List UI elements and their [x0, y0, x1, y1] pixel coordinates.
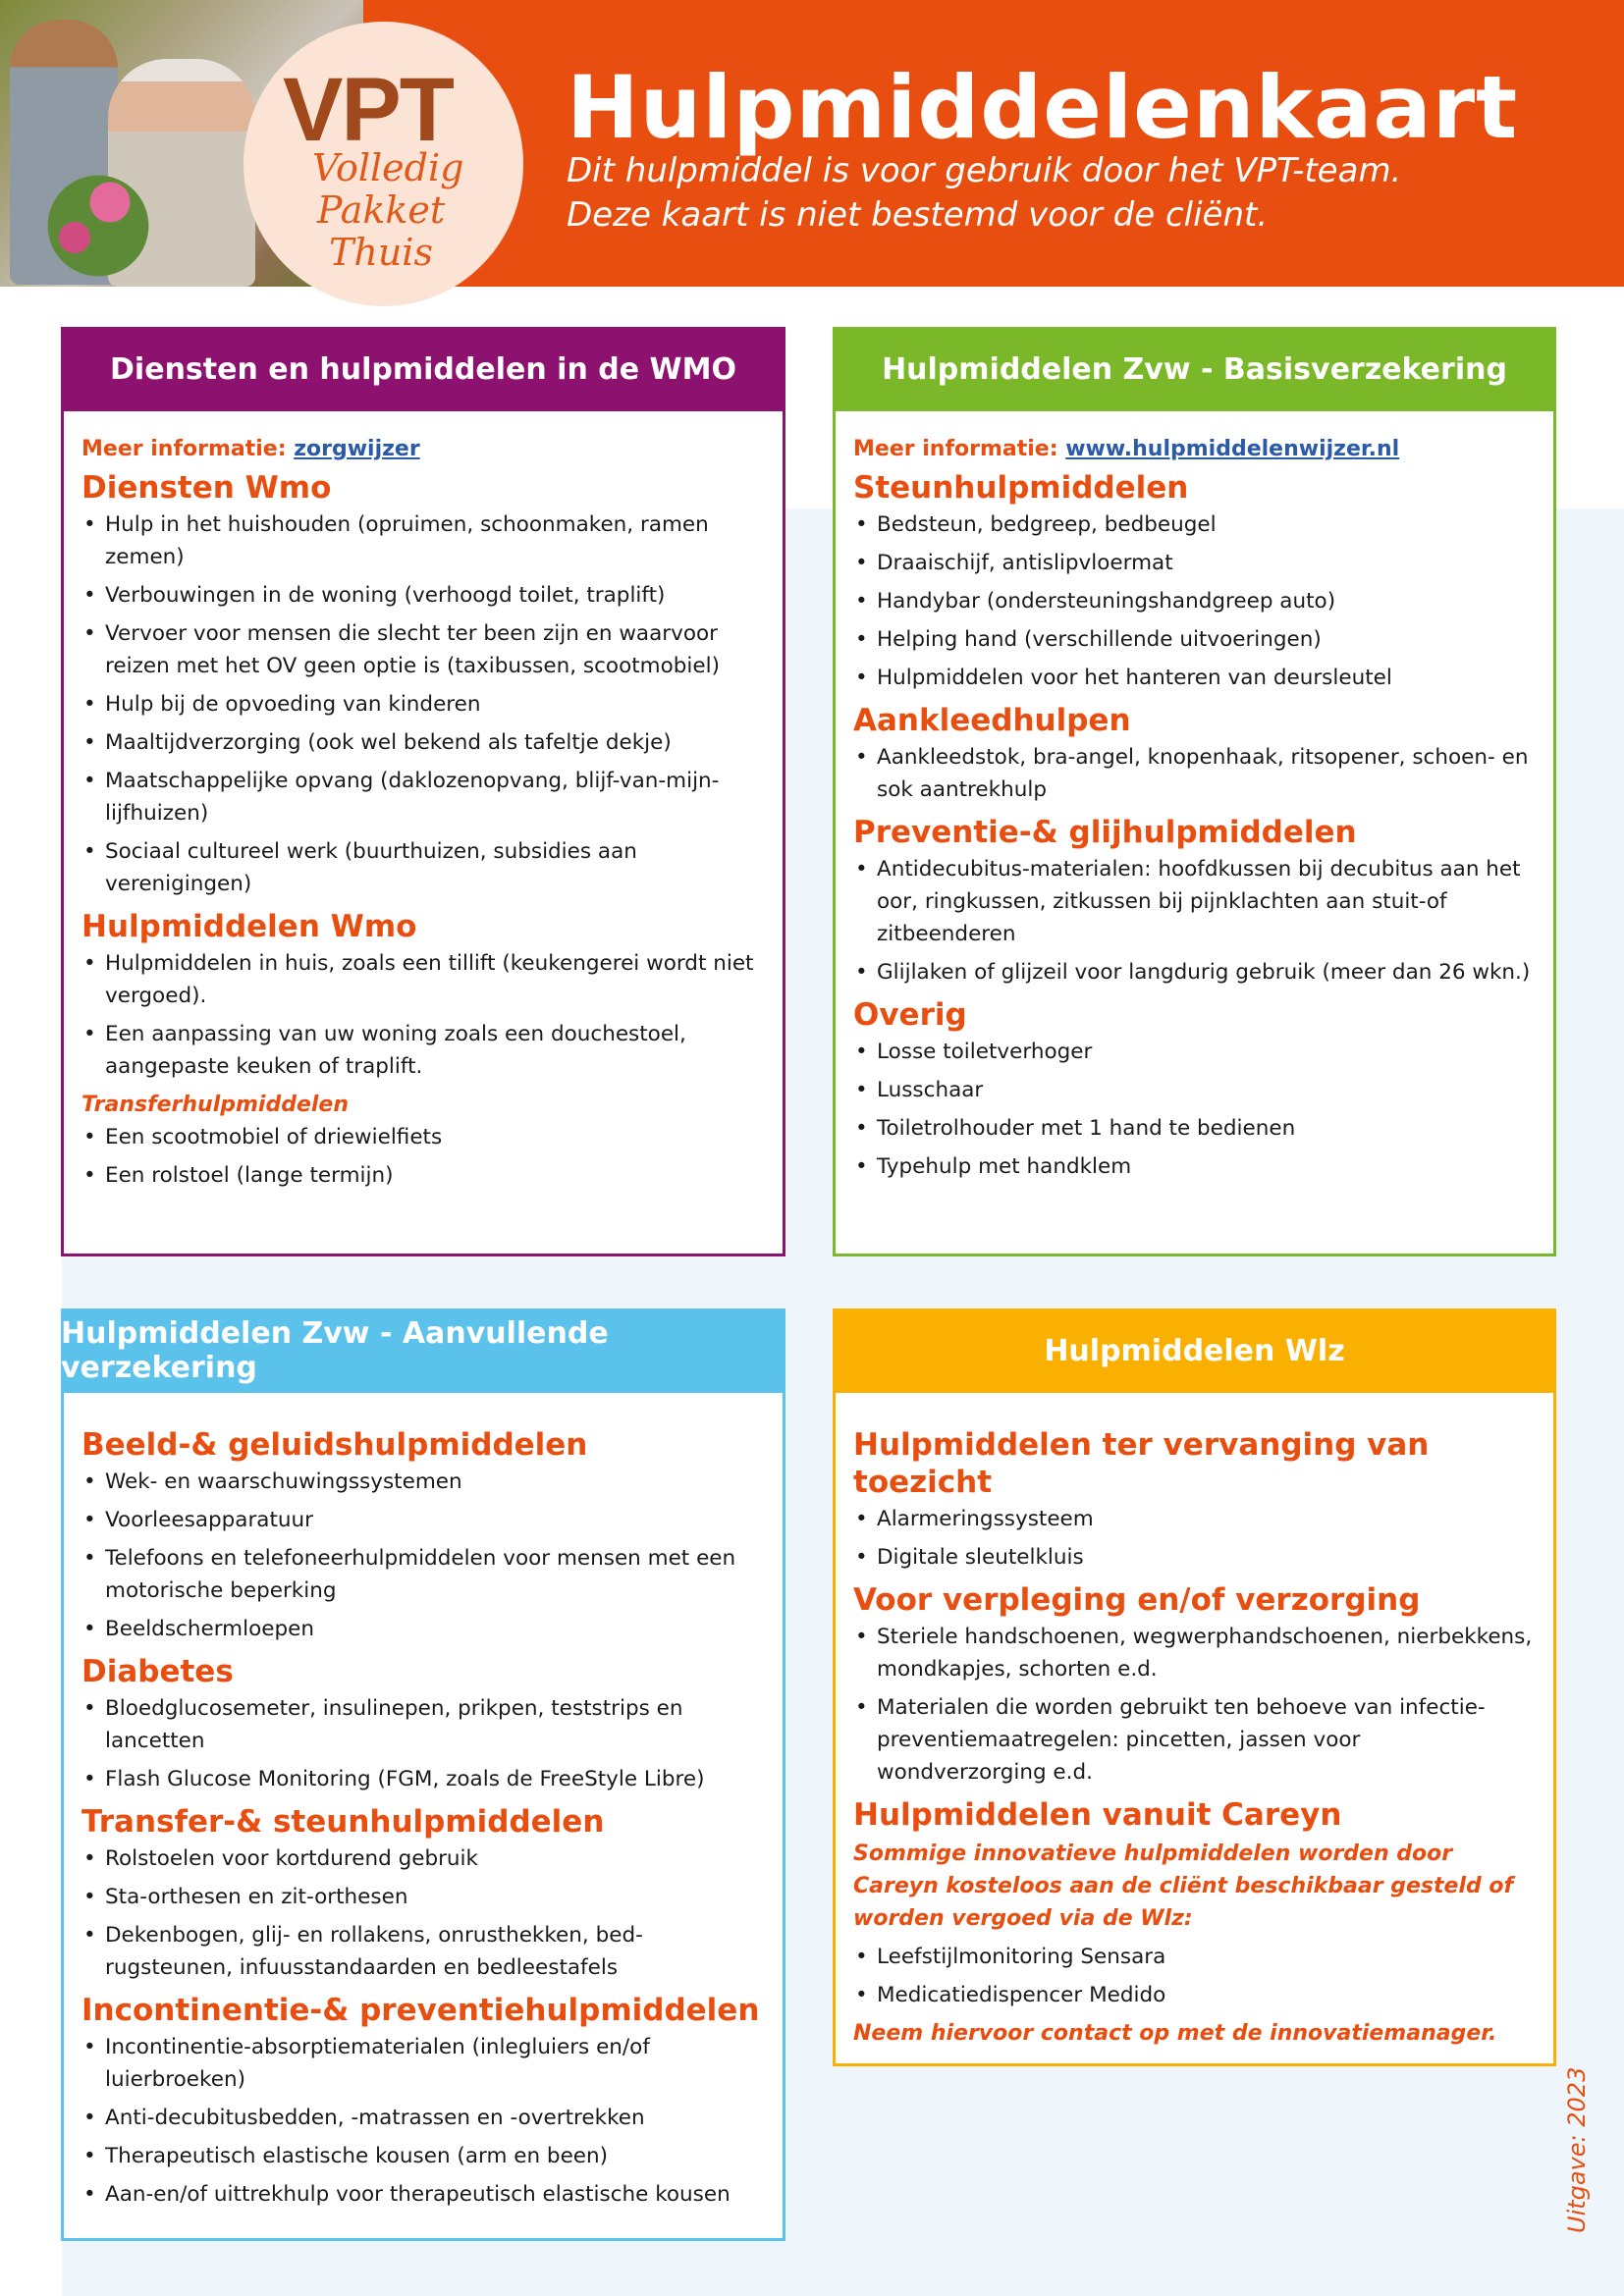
more-info	[81, 437, 765, 461]
note-text: Sommige innovatieve hulpmiddelen worden door Careyn kosteloos aan de cliënt beschikbaar gesteld of worden vergoed via de Wlz:	[853, 1842, 1514, 1931]
list-item: • Incontinentie-absorptiematerialen (inlegluiers en/of luierbroeken)	[81, 2031, 765, 2096]
section-heading: Beeld-& geluidshulpmiddelen	[81, 1427, 588, 1463]
list-item: • Beeldschermloepen	[81, 1613, 765, 1645]
logo-tagline	[312, 146, 464, 274]
subtitle-line: Dit hulpmiddel is voor gebruik door het VPT-team.	[567, 151, 1402, 190]
box-body	[836, 411, 1553, 1183]
bullet-list	[81, 1121, 765, 1192]
list-item: • Verbouwingen in de woning (verhoogd toilet, traplift)	[81, 579, 765, 612]
list-item: • Sociaal cultureel werk (buurthuizen, subsidies aan verenigingen)	[81, 835, 765, 900]
list-item: • Maatschappelijke opvang (daklozenopvang, blijf-van-mijn-lijfhuizen)	[81, 765, 765, 829]
bullet-list	[853, 1941, 1536, 2011]
list-item: • Materialen die worden gebruikt ten behoeve van infectie-preventiemaatregelen: pincetten, jassen voor wondverzorging e.d.	[853, 1691, 1536, 1789]
wmo-box	[61, 327, 785, 1256]
list-item: • Leefstijlmonitoring Sensara	[853, 1941, 1536, 1973]
subtitle-line: Deze kaart is niet bestemd voor de cliënt.	[567, 195, 1269, 235]
list-item: • Hulpmiddelen in huis, zoals een tillift (keukengerei wordt niet vergoed).	[81, 947, 765, 1012]
logo-tagline-line: Pakket	[316, 188, 446, 232]
section-heading: Hulpmiddelen ter vervanging van toezicht	[853, 1427, 1430, 1500]
list-item: • Dekenbogen, glij- en rollakens, onrusthekken, bed-rugsteunen, infuusstandaarden en bedleestafels	[81, 1919, 765, 1984]
section-heading: Hulpmiddelen vanuit Careyn	[853, 1797, 1342, 1833]
section-subheading: Transferhulpmiddelen	[81, 1093, 350, 1117]
list-item: • Antidecubitus-materialen: hoofdkussen bij decubitus aan het oor, ringkussen, zitkussen bij pijnklachten aan stuit-of zitbeenderen	[853, 853, 1536, 950]
list-item: • Hulp bij de opvoeding van kinderen	[81, 688, 765, 721]
box-body	[64, 411, 783, 1192]
bullet-list	[81, 1466, 765, 1645]
box-header: Hulpmiddelen Wlz	[833, 1308, 1556, 1393]
list-item: • Helping hand (verschillende uitvoeringen)	[853, 623, 1536, 656]
vpt-logo	[244, 22, 523, 306]
list-item: • Aan-en/of uittrekhulp voor therapeutisch elastische kousen	[81, 2178, 765, 2211]
section-heading: Voor verpleging en/of verzorging	[853, 1582, 1421, 1618]
list-item: • Hulp in het huishouden (opruimen, schoonmaken, ramen zemen)	[81, 508, 765, 573]
list-item: • Maaltijdverzorging (ook wel bekend als tafeltje dekje)	[81, 726, 765, 759]
box-header: Diensten en hulpmiddelen in de WMO	[61, 327, 785, 411]
list-item: • Bloedglucosemeter, insulinepen, prikpen, teststrips en lancetten	[81, 1692, 765, 1757]
list-item: • Lusschaar	[853, 1074, 1536, 1106]
list-item: • Glijlaken of glijzeil voor langdurig gebruik (meer dan 26 wkn.)	[853, 956, 1536, 988]
list-item: • Toiletrolhouder met 1 hand te bedienen	[853, 1112, 1536, 1145]
list-item: • Hulpmiddelen voor het hanteren van deursleutel	[853, 662, 1536, 694]
list-item: • Typehulp met handklem	[853, 1150, 1536, 1183]
more-info-label: Meer informatie:	[853, 437, 1058, 461]
edition-label: Uitgave: 2023	[1563, 2066, 1591, 2233]
box-header: Hulpmiddelen Zvw - Basisverzekering	[833, 327, 1556, 411]
logo-tagline-line: Volledig	[312, 146, 464, 189]
bullet-list	[853, 853, 1536, 988]
list-item: • Bedsteun, bedgreep, bedbeugel	[853, 508, 1536, 541]
section-heading: Preventie-& glijhulpmiddelen	[853, 815, 1357, 850]
section-heading: Diensten Wmo	[81, 470, 332, 506]
roses	[39, 167, 157, 285]
list-item: • Een aanpassing van uw woning zoals een douchestoel, aangepaste keuken of traplift.	[81, 1018, 765, 1083]
bullet-list	[853, 508, 1536, 694]
more-info-link[interactable]: zorgwijzer	[294, 437, 420, 461]
section-heading: Overig	[853, 997, 967, 1033]
list-item: • Een rolstoel (lange termijn)	[81, 1159, 765, 1192]
header-banner	[0, 0, 1624, 287]
page-title: Hulpmiddelenkaart	[567, 57, 1519, 158]
bullet-list	[853, 1036, 1536, 1183]
bullet-list	[853, 1503, 1536, 1574]
list-item: • Therapeutisch elastische kousen (arm en been)	[81, 2140, 765, 2172]
bullet-list	[81, 1692, 765, 1795]
list-item: • Handybar (ondersteuningshandgreep auto)	[853, 585, 1536, 617]
more-info-label: Meer informatie:	[81, 437, 287, 461]
list-item: • Losse toiletverhoger	[853, 1036, 1536, 1068]
wlz-box	[833, 1308, 1556, 2066]
section-heading: Transfer-& steunhulpmiddelen	[81, 1804, 605, 1840]
box-body	[836, 1393, 1553, 2050]
list-item: • Steriele handschoenen, wegwerphandschoenen, nierbekkens, mondkapjes, schorten e.d.	[853, 1621, 1536, 1685]
bullet-list	[81, 2031, 765, 2211]
box-header: Hulpmiddelen Zvw - Aanvullende verzekering	[61, 1308, 785, 1393]
bullet-list	[81, 508, 765, 900]
bullet-list	[81, 1842, 765, 1984]
list-item: • Een scootmobiel of driewielfiets	[81, 1121, 765, 1153]
bullet-list	[853, 741, 1536, 806]
more-info	[853, 437, 1536, 461]
bullet-list	[853, 1621, 1536, 1789]
list-item: • Aankleedstok, bra-angel, knopenhaak, ritsopener, schoen- en sok aantrekhulp	[853, 741, 1536, 806]
note-text: Neem hiervoor contact op met de innovatiemanager.	[853, 2021, 1497, 2046]
box-body	[64, 1393, 783, 2211]
more-info-link[interactable]: www.hulpmiddelenwijzer.nl	[1065, 437, 1400, 461]
list-item: • Voorleesapparatuur	[81, 1504, 765, 1536]
list-item: • Wek- en waarschuwingssystemen	[81, 1466, 765, 1498]
bullet-list	[81, 947, 765, 1083]
zvw-basis-box	[833, 327, 1556, 1256]
list-item: • Digitale sleutelkluis	[853, 1541, 1536, 1574]
list-item: • Rolstoelen voor kortdurend gebruik	[81, 1842, 765, 1875]
section-heading: Incontinentie-& preventiehulpmiddelen	[81, 1993, 760, 2028]
list-item: • Medicatiedispencer Medido	[853, 1979, 1536, 2011]
zvw-aanvullend-box	[61, 1308, 785, 2241]
section-heading: Diabetes	[81, 1654, 234, 1689]
list-item: • Sta-orthesen en zit-orthesen	[81, 1881, 765, 1913]
list-item: • Flash Glucose Monitoring (FGM, zoals de FreeStyle Libre)	[81, 1763, 765, 1795]
list-item: • Anti-decubitusbedden, -matrassen en -overtrekken	[81, 2102, 765, 2134]
section-heading: Steunhulpmiddelen	[853, 470, 1189, 506]
list-item: • Telefoons en telefoneerhulpmiddelen voor mensen met een motorische beperking	[81, 1542, 765, 1607]
list-item: • Draaischijf, antislipvloermat	[853, 547, 1536, 579]
section-heading: Aankleedhulpen	[853, 703, 1131, 738]
section-heading: Hulpmiddelen Wmo	[81, 909, 417, 944]
logo-tagline-line: Thuis	[329, 231, 433, 274]
list-item: • Alarmeringssysteem	[853, 1503, 1536, 1535]
logo-abbr: VPT	[283, 60, 453, 160]
list-item: • Vervoer voor mensen die slecht ter been zijn en waarvoor reizen met het OV geen optie is (taxibussen, scootmobiel)	[81, 617, 765, 682]
